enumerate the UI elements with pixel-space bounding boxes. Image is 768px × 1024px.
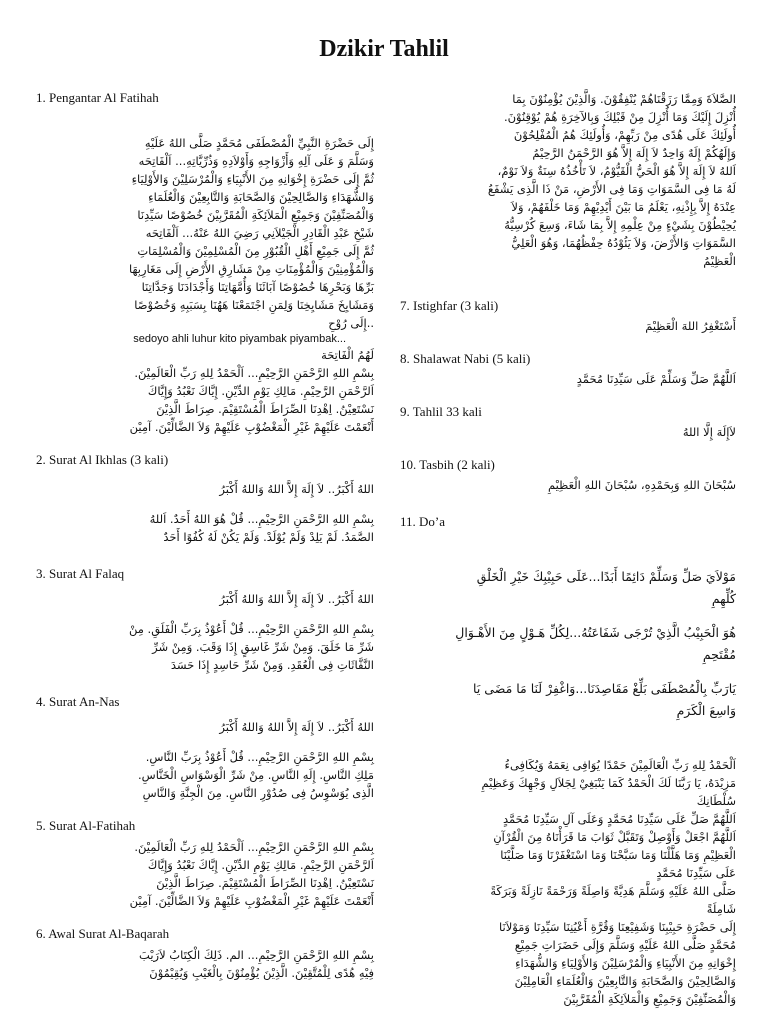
text-line: اَللَّهُمَّ اجْعَلْ وَأَوْصِلْ وَتَقَبَّلْ ثَوَابَ مَا قَرَأْنَاهُ مِنَ الْقُرْآنِ (493, 830, 736, 844)
section-heading: 1. Pengantar Al Fatihah (36, 90, 159, 105)
text-line: وَالصَّالِحِيْنَ وَالصَّحَابَةِ وَالتَّابِعِيْنَ وَالْعُلَمَاءِ الْعَامِلِيْنَ (514, 974, 736, 988)
text-line: بِسْمِ اللهِ الرَّحْمَنِ الرَّحِيْمِ... قُلْ هُوَ اللهُ أَحَدٌ. اَللهُ (149, 512, 374, 526)
pengantar-text (36, 134, 374, 332)
text-line: شَامِلَةً (706, 902, 736, 916)
text-line: كُلِّهِمِ (711, 591, 736, 606)
text-line: اَلرَّحْمَنِ الرَّحِيْمِ. مَالِكِ يَوْمِ الدِّيْنِ. إِيَّاكَ نَعْبُدُ وَإِيَّاكَ (147, 384, 374, 398)
text-line: نَسْتَعِيْنُ. اِهْدِنَا الصِّرَاطَ الْمُسْتَقِيْمَ. صِرَاطَ الَّذِيْنَ (156, 402, 374, 416)
takbir-line (36, 480, 374, 498)
text-line: النَّفَّاثَاتِ فِى الْعُقَدِ. وَمِنْ شَرِّ حَاسِدٍ إِذَا حَسَدَ (170, 658, 374, 672)
tahlil-section (400, 404, 736, 441)
fatihah-intro (36, 346, 374, 436)
baqarah-continued (400, 90, 736, 270)
text-line: وَالْمُصَنِّفِيْنَ وَجَمِيْعِ الْمَلاَئِكَةِ الْمُقَرَّبِيْنَ خُصُوْصًا سَيِّدِنَا (137, 208, 374, 222)
istighfar-text: أَسْتَغْفِرُ اللهَ الْعَظِيْمَ (645, 319, 736, 333)
text-line: أَنْعَمْتَ عَلَيْهِمْ غَيْرِ الْمَغْضُوْبِ عَلَيْهِمْ وَلاَ الضَّالِّيْنَ. آمِيْن (129, 894, 374, 908)
text-line: الصَّلاَةَ وَمِمَّا رَزَقْنَاهُمْ يُنْفِقُوْنَ. وَالَّذِيْنَ يُؤْمِنُوْنَ بِمَا (512, 92, 736, 106)
text-line: شَيْخِ عَبْدِ الْقَادِرِ الْجَيْلاَنِي رَضِيَ اللهُ عَنْهُ... اَلْفَاتِحَه (145, 226, 374, 240)
section-heading: 11. Do’a (400, 514, 446, 529)
text-line: أُنْزِلَ إِلَيْكَ وَمَا أُنْزِلَ مِنْ قَبْلِكَ وَبِالآخِرَةِ هُمْ يُوْقِنُوْنَ. (503, 110, 736, 124)
section-heading: 10. Tasbih (2 kali) (400, 457, 495, 472)
falaq-text (36, 620, 374, 674)
text-line: وَاسِعَ الْكَرَمِ (676, 703, 736, 718)
text-line: مَوْلاَيَ صَلِّ وَسَلِّمْ دَائِمًا أَبَدًا...عَلَى حَبِيْبِكَ خَيْرِ الْخَلْقِ (476, 569, 736, 584)
text-line: وَالْمُؤْمِنِيْنَ وَالْمُؤْمِنَاتِ مِنْ مَشَارِقِ الأَرْضِ إِلَى مَغَارِبِهَا (128, 262, 374, 276)
text-line: الْعَظِيْمُ (703, 254, 736, 268)
fatihah-text (36, 838, 374, 910)
text-line: وَالشُّهَدَاءِ وَالصَّالِحِيْنَ وَالصَّحَابَةِ وَالتَّابِعِيْنَ وَالْعُلَمَاءِ (148, 190, 374, 204)
text-line: اللهُ أَكْبَرُ.. لاَ إِلَهَ إِلاَّ اللهُ وَاللهُ أَكْبَرُ (219, 720, 374, 734)
tasbih-section (400, 457, 736, 494)
istighfar-section (400, 298, 736, 335)
text-line: اَلرَّحْمَنِ الرَّحِيْمِ. مَالِكِ يَوْمِ الدِّيْنِ. إِيَّاكَ نَعْبُدُ وَإِيَّاكَ (147, 858, 374, 872)
section-heading: 5. Surat Al-Fatihah (36, 818, 136, 833)
shalawat-text: اَللَّهُمَّ صَلِّ وَسَلِّمْ عَلَى سَيِّدِنَا مُحَمَّدٍ (576, 372, 736, 386)
right-column (400, 90, 736, 1008)
text-line: إِلَى حَضْرَةِ النَّبِيِّ الْمُصْطَفَى مُحَمَّدٍ صَلَّى اللهُ عَلَيْهِ (144, 136, 374, 150)
text-line: عِنْدَهُ إِلاَّ بِإِذْنِهِ، يَعْلَمُ مَا بَيْنَ أَيْدِيْهِمْ وَمَا خَلْفَهُمْ، وَلاَ (511, 200, 736, 214)
section-heading: 4. Surat An-Nas (36, 694, 120, 709)
text-line: بَرِّهَا وَبَحْرِهَا خُصُوْصًا آبَائَنَا وَأُمَّهَاتِنَا وَأَجْدَادَنَا وَجَدَّاتِنَا (141, 280, 374, 294)
page-title: Dzikir Tahlil (319, 36, 449, 62)
text-line: بِسْمِ اللهِ الرَّحْمَنِ الرَّحِيْمِ... قُلْ أَعُوْذُ بِرَبِّ النَّاسِ. (145, 750, 374, 764)
section-heading: 3. Surat Al Falaq (36, 566, 125, 581)
text-line: لَهُمُ الْفَاتِحَة (321, 348, 374, 362)
text-line: بِسْمِ اللهِ الرَّحْمَنِ الرَّحِيْمِ... اَلْحَمْدُ لِلهِ رَبِّ الْعَالَمِيْنَ. (134, 366, 374, 380)
text-line: السَّمَوَاتِ وَالأَرْضَ، وَلاَ يَئُوْدُهُ حِفْظُهُمَا، وَهُوَ الْعَلِيُّ (511, 236, 736, 250)
text-line: أَنْعَمْتَ عَلَيْهِمْ غَيْرِ الْمَغْضُوْبِ عَلَيْهِمْ وَلاَ الضَّالِّيْنَ. آمِيْن (129, 420, 374, 434)
left-column (36, 90, 374, 982)
text-line: إِخْوَانِهِ مِنَ الأَنْبِيَاءِ وَالْمُرْسَلِيْنَ وَالأَوْلِيَاءِ وَالشُّهَدَاءِ (515, 956, 736, 970)
text-line: بِسْمِ اللهِ الرَّحْمَنِ الرَّحِيْمِ... اَلْحَمْدُ لِلهِ رَبِّ الْعَالَمِيْنَ. (134, 840, 374, 854)
section-heading: 8. Shalawat Nabi (5 kali) (400, 351, 531, 366)
text-line: مَلِكِ النَّاسِ. إِلَهِ النَّاسِ. مِنْ شَرِّ الْوَسْوَاسِ الْخَنَّاسِ. (138, 768, 374, 782)
text-line: مَزِيْدَهُ، يَا رَبَّنَا لَكَ الْحَمْدُ كَمَا يَنْبَغِيْ لِجَلاَلِ وَجْهِكَ وَعَظِيْمِ (481, 776, 736, 790)
text-line: مُحَمَّدٍ صَلَّى اللهُ عَلَيْهِ وَسَلَّمَ وَإِلَى حَضَرَاتِ جَمِيْعِ (514, 938, 736, 952)
text-line: صَلَّى اللهُ عَلَيْهِ وَسَلَّمَ هَدِيَّةً وَاصِلَةً وَرَحْمَةً نَازِلَةً وَبَرَكَةً (490, 884, 736, 898)
text-line: ثُمَّ إِلَى حَضْرَةِ إِخْوَانِهِ مِنَ الأَنْبِيَاءِ وَالْمُرْسَلِيْنَ وَالأَوْلِيَاءِ (131, 172, 374, 186)
text-line: اللهُ أَكْبَرُ.. لاَ إِلَهَ إِلاَّ اللهُ وَاللهُ أَكْبَرُ (219, 592, 374, 606)
text-line: يَارَبِّ بِالْمُصْطَفَى بَلِّغْ مَقَاصِدَنَا...وَاغْفِرْ لَنَا مَا مَضَى يَا (473, 681, 736, 696)
text-line: اَللهُ لاَ إِلَهَ إِلاَّ هُوَ الْحَيُّ الْقَيُّوْمُ، لاَ تَأْخُذُهُ سِنَةٌ وَلاَ نَوْمٌ، (497, 164, 736, 178)
section-heading: 6. Awal Surat Al-Baqarah (36, 926, 170, 941)
text-line: فِيْهِ هُدًى لِلْمُتَّقِيْنَ. الَّذِيْنَ يُؤْمِنُوْنَ بِالْغَيْبِ وَيُقِيْمُوْنَ (149, 966, 374, 980)
text-line: الصَّمَدُ. لَمْ يَلِدْ وَلَمْ يُوْلَدْ. وَلَمْ يَكُنْ لَهُ كُفُوًا أَحَدٌ (163, 530, 374, 544)
shalawat-section (400, 351, 736, 388)
section-heading: 9. Tahlil 33 kali (400, 404, 482, 419)
text-line: عَلَى سَيِّدِنَا مُحَمَّدٍ (656, 866, 736, 880)
tahlil-text: لاَإِلَهَ إِلَّا اللهُ (682, 425, 736, 439)
nas-text (36, 748, 374, 802)
text-line: لَهُ مَا فِى السَّمَوَاتِ وَمَا فِى الأَرْضِ، مَنْ ذَا الَّذِى يَشْفَعُ (487, 182, 736, 196)
text-line: الَّذِى يُوَسْوِسُ فِى صُدُوْرِ النَّاسِ. مِنَ الْجِنَّةِ وَالنَّاسِ (142, 786, 374, 800)
tasbih-text: سُبْحَانَ اللهِ وَبِحَمْدِهِ، سُبْحَانَ اللهِ الْعَظِيْمِ (548, 478, 736, 492)
text-line: وَإِلَهُكُمْ إِلَهٌ وَاحِدٌ لاَ إِلَهَ إِلاَّ هُوَ الرَّحْمَنُ الرَّحِيْمُ (532, 146, 736, 160)
text-line: إِلَى حَضْرَةِ حَبِيْبِنَا وَشَفِيْعِنَا وَقُرَّةِ أَعْيُنِنَا سَيِّدِنَا وَمَوْلاَنَا (499, 920, 736, 934)
text-line: وَسَلَّمَ وَ عَلَى آلِهِ وَأَزْوَاجِهِ وَأَوْلاَدِهِ وَذُرِّيَّاتِهِ... اَلْفَاتِحَه (138, 154, 374, 168)
doa-text (400, 756, 736, 1008)
text-line: مُقْتَحِمِ (702, 647, 736, 662)
takbir-line (36, 590, 374, 608)
text-line: وَمَشَايِخَ مَشَايِخِنَا وَلِمَنِ اجْتَمَعْنَا هَهُنَا بِسَبَبِهِ وَخُصُوْصًا (134, 298, 374, 312)
text-line: الْعَظِيْمِ وَمَا هَلَّلْنَا وَمَا سَبَّحْنَا وَمَا اسْتَغْفَرْنَا وَمَا صَلَّيْنَا (500, 848, 736, 862)
text-line: شَرِّ مَا خَلَقَ. وَمِنْ شَرِّ غَاسِقٍ إِذَا وَقَبَ. وَمِنْ شَرِّ (152, 640, 374, 654)
latin-note: sedoyo ahli luhur kito piyambak piyambak... (133, 333, 346, 345)
text-line: نَسْتَعِيْنُ. اِهْدِنَا الصِّرَاطَ الْمُسْتَقِيْمَ. صِرَاطَ الَّذِيْنَ (156, 876, 374, 890)
text-line: اَلْحَمْدُ لِلهِ رَبِّ الْعَالَمِيْنَ حَمْدًا يُوَافِى نِعَمَهُ وَيُكَافِىءُ (504, 758, 736, 772)
text-line: يُحِيْطُوْنَ بِشَيْءٍ مِنْ عِلْمِهِ إِلاَّ بِمَا شَاءَ، وَسِعَ كُرْسِيُّهُ (504, 218, 736, 232)
text-line: ..إِلَى رُوْحِ (328, 316, 374, 330)
text-line: اَللَّهُمَّ صَلِّ عَلَى سَيِّدِنَا مُحَمَّدٍ وَعَلَى آلِ سَيِّدِنَا مُحَمَّدٍ (502, 812, 736, 826)
text-line: أُولَئِكَ عَلَى هُدًى مِنْ رَبِّهِمْ، وَأُولَئِكَ هُمُ الْمُفْلِحُوْنَ (513, 128, 736, 142)
takbir-line (36, 718, 374, 736)
section-heading: 7. Istighfar (3 kali) (400, 298, 499, 313)
text-line: هُوَ الْحَبِيْبُ الَّذِيْ تُرْجَى شَفَاعَتُهُ...لِكُلِّ هَـوْلٍ مِنَ الأَهْـوَالِ (455, 625, 736, 640)
text-line: سُلْطَانِكَ (696, 794, 736, 808)
section-heading: 2. Surat Al Ikhlas (3 kali) (36, 452, 169, 467)
text-line: بِسْمِ اللهِ الرَّحْمَنِ الرَّحِيْمِ... قُلْ أَعُوْذُ بِرَبِّ الْفَلَقِ. مِنْ (128, 622, 374, 636)
baqarah-text (36, 946, 374, 982)
text-line: ثُمَّ إِلَى جَمِيْعِ أَهْلِ الْقُبُوْرِ مِنَ الْمُسْلِمِيْنَ وَالْمُسْلِمَاتِ (137, 244, 374, 258)
ikhlas-text (36, 510, 374, 546)
doa-poem (400, 566, 736, 722)
text-line: وَالْمُصَنِّفِيْنَ وَجَمِيْعِ وَالْمَلاَئِكَةِ الْمُقَرَّبِيْنَ (563, 992, 736, 1006)
text-line: بِسْمِ اللهِ الرَّحْمَنِ الرَّحِيْمِ... الم. ذَلِكَ الْكِتَابُ لاَرَيْبَ (139, 948, 374, 962)
text-line: اللهُ أَكْبَرُ.. لاَ إِلَهَ إِلاَّ اللهُ وَاللهُ أَكْبَرُ (219, 482, 374, 496)
